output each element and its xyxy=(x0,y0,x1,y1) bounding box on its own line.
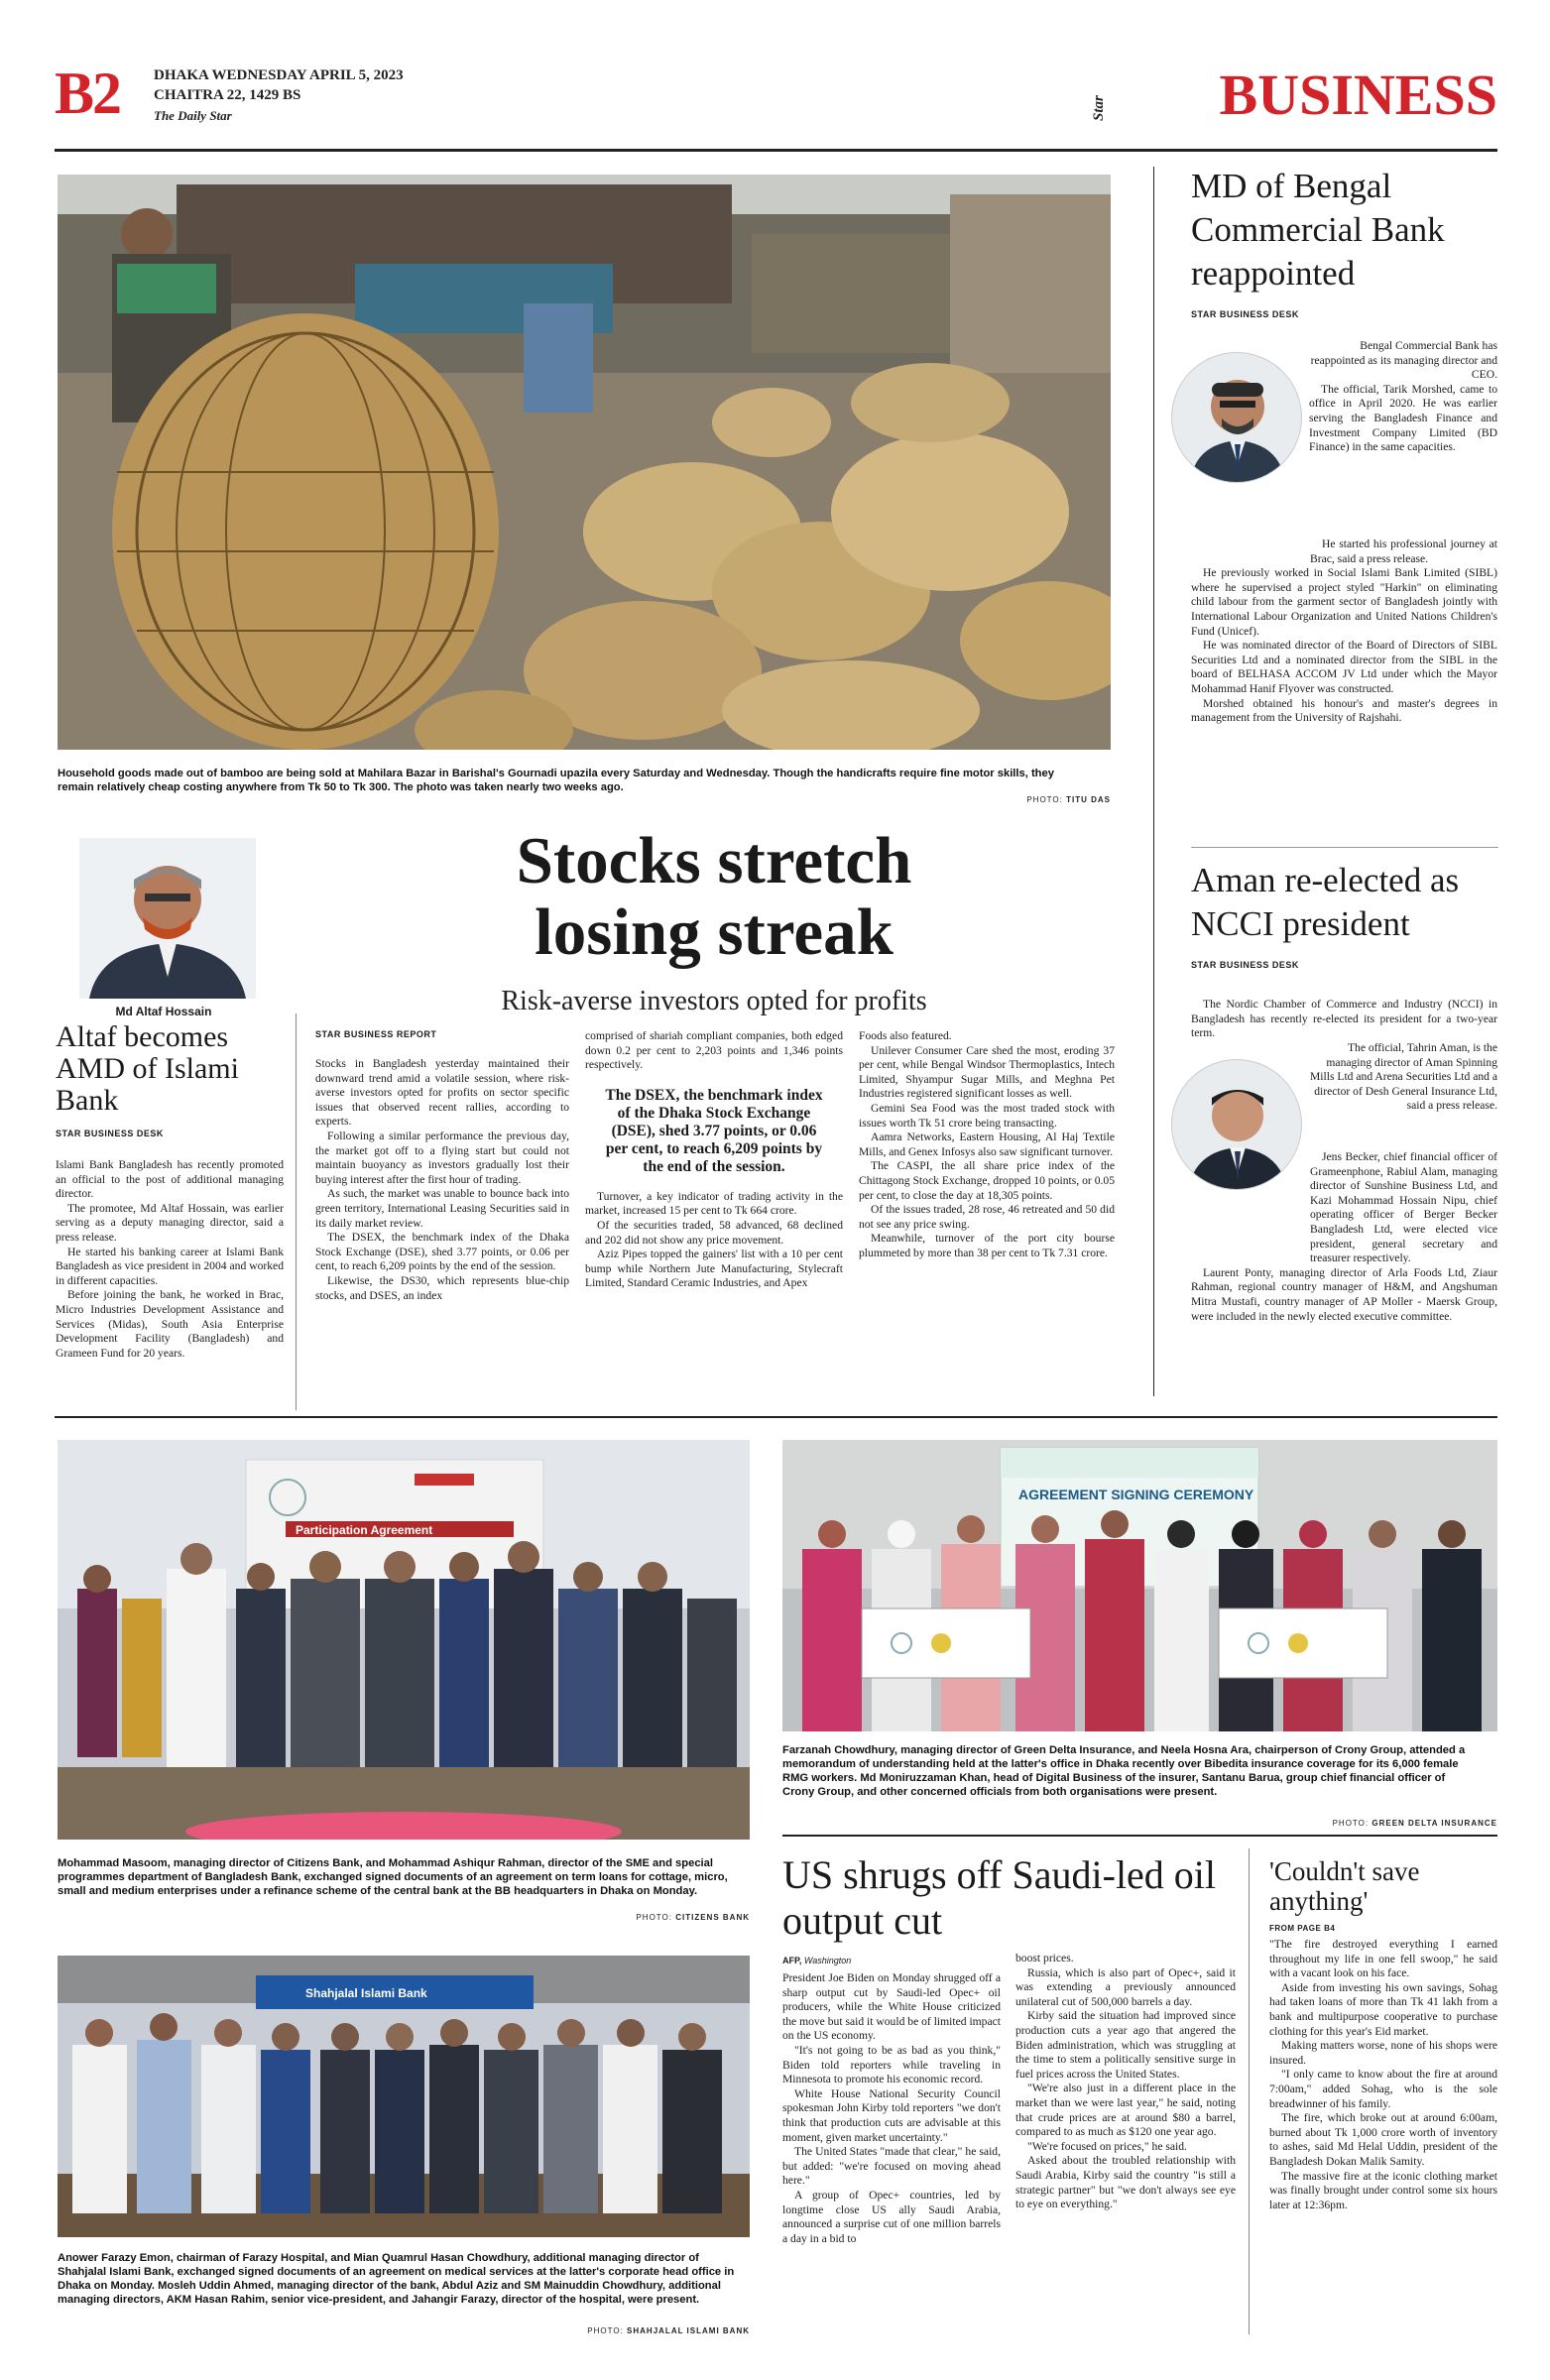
ncci-p1: The Nordic Chamber of Commerce and Industry (NCCI) in Bangladesh has recently re-elected its president for a two-year term. xyxy=(1191,998,1497,1040)
md-bengal-desk: STAR BUSINESS DESK xyxy=(1191,309,1299,319)
md-bengal-body-top xyxy=(1309,339,1497,455)
stocks-c3p4: Aamra Networks, Eastern Housing, Al Haj Textile Mills, and Genex Infosys also saw significant turnover. xyxy=(859,1130,1115,1158)
sjibl-photo xyxy=(58,1956,750,2237)
md-bengal-portrait xyxy=(1171,352,1302,483)
ncci-headline: Aman re-elected as NCCI president xyxy=(1191,861,1460,943)
green-delta-signing-image xyxy=(782,1440,1497,1731)
md-bengal-headline: MD of Bengal Commercial Bank reappointed xyxy=(1191,167,1445,293)
altaf-hossain-photo xyxy=(79,838,256,999)
citizens-banner-text: Participation Agreement xyxy=(296,1523,433,1537)
ncci-body-side xyxy=(1309,1041,1497,1114)
citizens-caption: Mohammad Masoom, managing director of Citizens Bank, and Mohammad Ashiqur Rahman, director of the SME and special programmes department of Bangladesh Bank, exchanged signed documents of an agreement on term loans for cottage, micro, small and medium enterprises under a refinance scheme of the central bank at the BB headquarters in Dhaka on Monday. xyxy=(58,1857,728,1897)
stocks-c1p2: Following a similar performance the previous day, the market got off to a flying start but could not maintain buoyancy as investors gradually lost their buying interest after the first hour of trading. xyxy=(315,1129,569,1186)
altaf-headline: Altaf becomes AMD of Islami Bank xyxy=(56,1020,239,1117)
altaf-p1: Islami Bank Bangladesh has recently promoted an official to the post of additional managing director. xyxy=(56,1158,284,1201)
masthead xyxy=(55,61,1497,136)
stocks-col1 xyxy=(315,1057,569,1303)
fire-column-rule xyxy=(1249,1848,1250,2334)
us-oil-c1p4: The United States "made that clear," he said, but added: "we're focused on moving ahead here." xyxy=(782,2145,1001,2188)
ncci-body-top xyxy=(1191,998,1497,1041)
altaf-body xyxy=(56,1158,284,1361)
us-oil-c1p3: White House National Security Council spokesman John Kirby told reporters "we don't think that production cuts are advisable at this moment, given market uncertainty." xyxy=(782,2086,1001,2144)
md-bengal-rule xyxy=(1191,847,1498,848)
sjibl-credit xyxy=(512,2326,750,2335)
bangla-date: CHAITRA 22, 1429 BS xyxy=(154,87,301,103)
stocks-c1p1: Stocks in Bangladesh yesterday maintained their downward trend amid a volatile session, where risk-averse investors opted for profits on sector specific issues that observed recent rallies, according to experts. xyxy=(315,1057,569,1129)
shahjalal-signing-image xyxy=(58,1956,750,2237)
us-oil-c1p5: A group of Opec+ countries, led by longtime close US ally Saudi Arabia, announced a surprise cut of one million barrels a day in a bid to xyxy=(782,2188,1001,2245)
credit-name: CITIZENS BANK xyxy=(675,1913,750,1922)
us-oil-c2p5: "We're focused on prices," he said. xyxy=(1027,2139,1187,2153)
stocks-col2 xyxy=(585,1029,843,1291)
stocks-c3p3: Gemini Sea Food was the most traded stock with issues worth Tk 51 crore being transacting. xyxy=(859,1101,1115,1130)
fire-from-page: FROM PAGE B4 xyxy=(1269,1924,1336,1933)
paper-name: The Daily Star xyxy=(154,108,232,123)
right-column-rule xyxy=(1153,167,1154,1396)
top-photo xyxy=(58,175,1111,750)
stocks-col3 xyxy=(859,1029,1115,1261)
us-oil-col1 xyxy=(782,1971,1001,2246)
md-bengal-p5: Morshed obtained his honour's and master's degrees in management from the University of Rajshahi. xyxy=(1191,696,1497,725)
credit-name: SHAHJALAL ISLAMI BANK xyxy=(627,2326,750,2335)
gdi-caption: Farzanah Chowdhury, managing director of Green Delta Insurance, and Neela Hosna Ara, chairperson of Crony Group, attended a memorandum of understanding held at the latter's office in Dhaka recently over Bibedita insurance coverage for its 6,000 female RMG workers. Md Moniruzzaman Khan, head of Digital Business of the insurer, Santanu Barua, group chief financial officer of Crony Group, and other concerned officials from both organisations were present. xyxy=(782,1744,1466,1798)
md-bengal-p1: The official, Tarik Morshed, came to office in April 2020. He was earlier serving the Bangladesh Finance and Investment Company Limited (BD Finance) in the same capacities. xyxy=(1309,382,1497,454)
citizens-photo xyxy=(58,1440,750,1840)
us-oil-c2p1: boost prices. xyxy=(1015,1952,1074,1964)
fire-p1: "The fire destroyed everything I earned throughout my life in one fell swoop," he said with a vacant look on his face. xyxy=(1269,1938,1497,1980)
us-oil-c2p3: Kirby said the situation had improved since production cuts a year ago that angered the Biden administration, which was struggling at the time to stem a politically sensitive surge in fuel prices across the United States. xyxy=(1015,2009,1236,2081)
fire-p2: Aside from investing his own savings, Sohag had taken loans of more than Tk 41 lakh from a bank and multipurpose cooperative to purchase clothing for this year's Eid market. xyxy=(1269,1980,1497,2038)
ncci-p3: Jens Becker, chief financial officer of Grameenphone, Rabiul Alam, managing director of Sunshine Business Ltd, and Kazi Mohammad Hossain Nipu, chief operating officer of Berger Becker Bangladesh Ltd, were elected vice president, general secretary and treasurer respectively. xyxy=(1310,1150,1497,1265)
us-oil-c1p2: "It's not going to be as bad as you think," Biden told reporters while traveling in Minnesota to promote his economic record. xyxy=(782,2043,1001,2086)
gdi-credit xyxy=(1250,1819,1497,1828)
stocks-c1p3: As such, the market was unable to bounce back into green territory, International Leasing Securities said in its daily market review. xyxy=(315,1187,569,1230)
bamboo-market-image xyxy=(58,175,1111,750)
gdi-photo xyxy=(782,1440,1497,1731)
stocks-byline: STAR BUSINESS REPORT xyxy=(315,1029,437,1039)
altaf-column-rule xyxy=(296,1013,297,1410)
md-bengal-lead: Bengal Commercial Bank has reappointed as its managing director and CEO. xyxy=(1310,339,1497,382)
md-bengal-p3: He previously worked in Social Islami Bank Limited (SIBL) where he supervised a project styled "Harkin" on eliminating child labour from the garment sector of Bangladesh jointly with International Labour Organization and United Nations Children's Fund (Unicef). xyxy=(1191,566,1497,638)
us-oil-c1p1: President Joe Biden on Monday shrugged off a sharp output cut by Saudi-led Opec+ oil producers, while the White House criticized the move but said it would be of limited impact on the US economy. xyxy=(782,1971,1001,2043)
stocks-c3p6: Of the issues traded, 28 rose, 46 retreated and 50 did not see any price swing. xyxy=(859,1203,1115,1231)
us-oil-dateline xyxy=(782,1956,851,1965)
stocks-c3p2: Unilever Consumer Care shed the most, eroding 37 per cent, while Bengal Windsor Thermoplastics, Intech Limited, Shyampur Sugar Mills, and Meghna Pet Industries registered significant losses as well. xyxy=(859,1043,1115,1101)
md-bengal-p2: He started his professional journey at Brac, said a press release. xyxy=(1310,537,1497,565)
altaf-desk: STAR BUSINESS DESK xyxy=(56,1129,164,1138)
ncci-desk: STAR BUSINESS DESK xyxy=(1191,960,1299,970)
citizens-signing-image xyxy=(58,1440,750,1840)
fire-p4: "I only came to know about the fire at around 7:00am," added Sohag, who is the sole breadwinner of his family. xyxy=(1269,2068,1497,2110)
altaf-p3: He started his banking career at Islami Bank Bangladesh as vice president in 2004 and worked in different capacities. xyxy=(56,1245,284,1287)
us-oil-agency: AFP, xyxy=(782,1956,802,1965)
us-oil-c2p4: "We're also just in a different place in the market than we were last year," he said, noting that crude prices are at around $80 a barrel, compared to as much as $120 one year ago. xyxy=(1015,2082,1236,2139)
mid-rule xyxy=(55,1416,1497,1418)
stocks-headline: Stocks stretch losing streak xyxy=(516,824,912,969)
section-logo: Star xyxy=(1091,95,1107,121)
stocks-c2p1: comprised of shariah compliant companies, both edged down 0.2 per cent to 2,203 points and 1,346 points respectively. xyxy=(585,1029,843,1072)
fire-body xyxy=(1269,1938,1497,2212)
altaf-portrait-caption: Md Altaf Hossain xyxy=(115,1005,212,1018)
ncci-p4: Laurent Ponty, managing director of Arla Foods Ltd, Ziaur Rahman, regional country manager of H&M, and Angshuman Mitra Mustafi, country manager of AP Moller - Maersk Group, were included in the newly elected executive committee. xyxy=(1191,1265,1497,1323)
stocks-c2p4: Aziz Pipes topped the gainers' list with a 10 per cent bump while Northern Jute Manufacturing, Stylecraft Limited, Standard Ceramic Industries, and Apex xyxy=(585,1248,843,1290)
us-oil-col2 xyxy=(1015,1952,1236,2212)
altaf-p2: The promotee, Md Altaf Hossain, was earlier serving as a deputy managing director, said a press release. xyxy=(56,1201,284,1244)
section-title: BUSINESS xyxy=(1219,62,1497,127)
fire-headline: 'Couldn't save anything' xyxy=(1269,1856,1420,1916)
stocks-c1p5: Likewise, the DS30, which represents blue-chip stocks, and DSES, an index xyxy=(315,1273,569,1302)
tarik-morshed-photo xyxy=(1172,353,1302,483)
citizens-credit xyxy=(551,1913,750,1922)
stocks-pullquote: The DSEX, the benchmark index of the Dhaka Stock Exchange (DSE), shed 3.77 points, or 0.06 per cent, to reach 6,209 points by the end of the session. xyxy=(605,1086,823,1175)
stocks-c3p1: Foods also featured. xyxy=(859,1029,952,1042)
stocks-subhead: Risk-averse investors opted for profits xyxy=(501,986,927,1016)
fire-p6: The massive fire at the iconic clothing market was finally brought under control some six hours later at 12:36pm. xyxy=(1269,2169,1497,2211)
ncci-p2: The official, Tahrin Aman, is the managing director of Aman Spinning Mills Ltd and Arena Securities Ltd and a director of Desh General Insurance Ltd, said a press release. xyxy=(1310,1041,1497,1113)
sjibl-banner-text: Shahjalal Islami Bank xyxy=(305,1986,427,2000)
md-bengal-body xyxy=(1191,537,1497,726)
gdi-rule xyxy=(782,1835,1497,1837)
us-oil-c2p6: Asked about the troubled relationship with Saudi Arabia, Kirby said the country "is still a strategic partner" but "we don't always see eye to eye on everything." xyxy=(1015,2154,1236,2211)
gdi-banner-title: AGREEMENT SIGNING CEREMONY xyxy=(1018,1487,1254,1502)
stocks-c3p5: The CASPI, the all share price index of the Chittagong Stock Exchange, dropped 10 points, or 0.05 per cent, to close the day at 18,305 points. xyxy=(859,1159,1115,1202)
date-line: DHAKA WEDNESDAY APRIL 5, 2023 xyxy=(154,67,404,83)
altaf-p4: Before joining the bank, he worked in Brac, Micro Industries Development Assistance and Services (Midas), South Asia Enterprise Development Facility (Bangladesh) and Grameen Fund for 20 years. xyxy=(56,1288,284,1360)
credit-name: TITU DAS xyxy=(1066,795,1111,804)
credit-prefix: PHOTO: xyxy=(587,2326,624,2335)
page-number: B2 xyxy=(55,60,121,126)
fire-p5: The fire, which broke out at around 6:00am, burned about Tk 1,000 crore worth of inventory to ashes, said Md Helal Uddin, president of the Bangladesh Dokan Malik Samity. xyxy=(1269,2111,1497,2168)
us-oil-city: Washington xyxy=(803,1956,852,1965)
masthead-rule xyxy=(55,149,1497,152)
credit-prefix: PHOTO: xyxy=(636,1913,672,1922)
top-photo-caption: Household goods made out of bamboo are being sold at Mahilara Bazar in Barishal's Gournadi upazila every Saturday and Wednesday. Though the handicrafts require fine motor skills, they remain relatively cheap costing anywhere from Tk 50 to Tk 300. The photo was taken nearly two weeks ago. xyxy=(58,768,1054,793)
us-oil-headline: US shrugs off Saudi-led oil output cut xyxy=(782,1852,1217,1943)
stocks-c2p2: Turnover, a key indicator of trading activity in the market, increased 15 per cent to Tk 664 crore. xyxy=(585,1189,843,1218)
fire-p3: Making matters worse, none of his shops were insured. xyxy=(1269,2039,1497,2067)
stocks-c1p4: The DSEX, the benchmark index of the Dhaka Stock Exchange (DSE), shed 3.77 points, or 0.06 per cent, to reach 6,209 points by the end of the session. xyxy=(315,1231,569,1273)
us-oil-c2p2: Russia, which is also part of Opec+, said it was extending a previously announced unilateral cut of 500,000 barrels a day. xyxy=(1015,1965,1236,2008)
top-photo-credit xyxy=(893,795,1111,804)
ncci-body xyxy=(1191,1150,1497,1324)
credit-prefix: PHOTO: xyxy=(1026,795,1063,804)
md-bengal-p4: He was nominated director of the Board of Directors of SIBL Securities Ltd and a nominated director from the SIBL in the board of BELHASA ACCOM JV Ltd under which the Mayor Mohammad Hanif Flyover was constructed. xyxy=(1191,639,1497,695)
sjibl-caption: Anower Farazy Emon, chairman of Farazy Hospital, and Mian Quamrul Hasan Chowdhury, additional managing director of Shahjalal Islami Bank, exchanged signed documents of an agreement on medical services at the latter's corporate head office in Dhaka on Monday. Mosleh Uddin Ahmed, managing director of the bank, Abdul Aziz and SM Mainuddin Chowdhury, additional managing directors, AKM Hasan Rahim, senior vice-president, and Jahangir Farazy, director of the hospital, were present. xyxy=(58,2252,735,2306)
stocks-c3p7: Meanwhile, turnover of the port city bourse plummeted by more than 38 per cent to Tk 7.31 crore. xyxy=(859,1232,1115,1259)
credit-prefix: PHOTO: xyxy=(1332,1819,1370,1828)
altaf-portrait xyxy=(79,838,256,999)
credit-name: GREEN DELTA INSURANCE xyxy=(1371,1819,1497,1828)
stocks-c2p3: Of the securities traded, 58 advanced, 68 declined and 202 did not show any price movement. xyxy=(585,1218,843,1247)
